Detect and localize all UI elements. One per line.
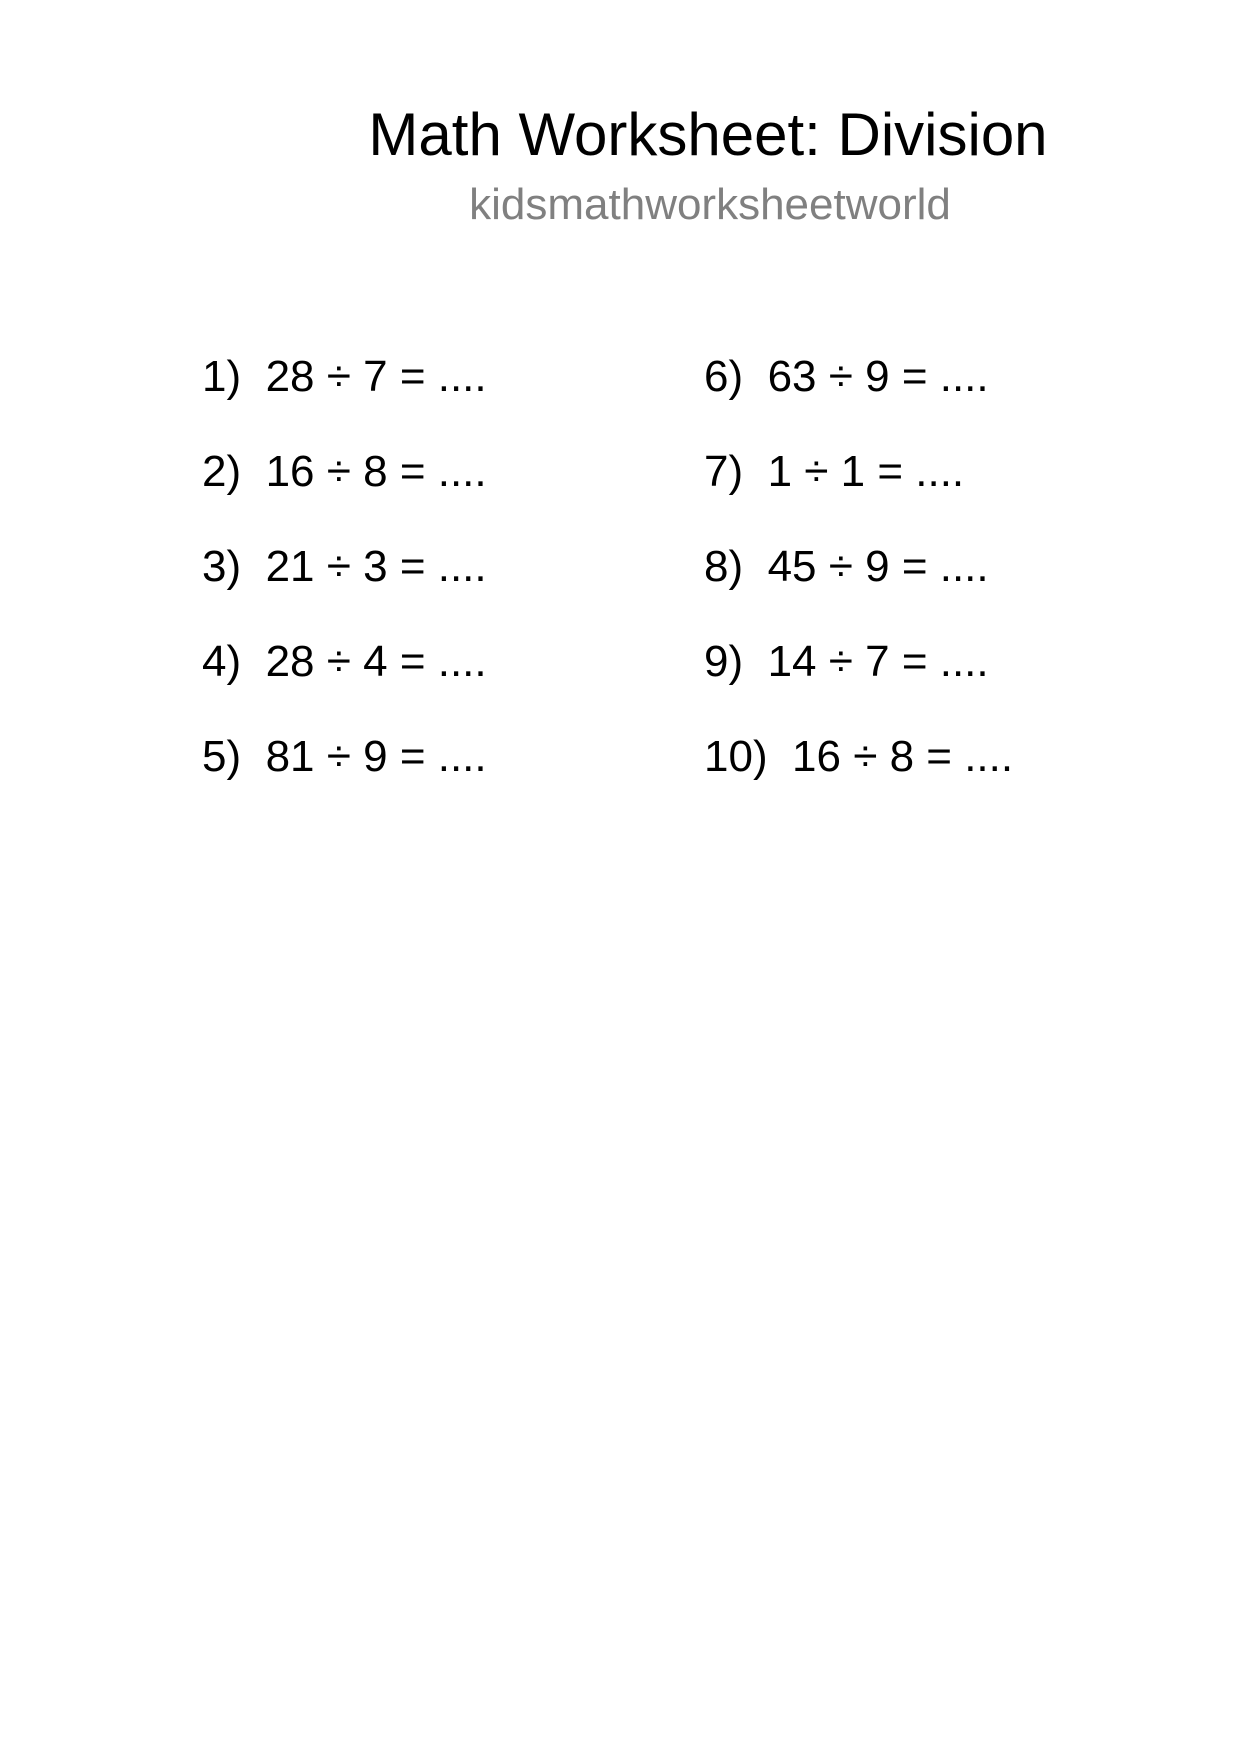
problem-expression: 21 ÷ 3 = .... bbox=[265, 542, 487, 591]
problem-item bbox=[704, 447, 964, 497]
problem-item bbox=[704, 542, 989, 592]
problem-number: 6) bbox=[704, 352, 744, 401]
problem-number: 9) bbox=[704, 637, 744, 686]
problem-number: 1) bbox=[202, 352, 242, 401]
problem-item bbox=[202, 352, 487, 402]
problem-item bbox=[704, 732, 1013, 782]
problem-number: 10) bbox=[704, 732, 768, 781]
problem-item bbox=[704, 352, 989, 402]
problem-expression: 14 ÷ 7 = .... bbox=[767, 637, 989, 686]
problem-number: 7) bbox=[704, 447, 744, 496]
site-name: kidsmathworksheetworld bbox=[469, 180, 951, 229]
problem-expression: 28 ÷ 4 = .... bbox=[265, 637, 487, 686]
problem-item bbox=[202, 447, 487, 497]
problem-number: 2) bbox=[202, 447, 242, 496]
problem-expression: 16 ÷ 8 = .... bbox=[792, 732, 1014, 781]
problem-expression: 1 ÷ 1 = .... bbox=[767, 447, 965, 496]
problem-expression: 81 ÷ 9 = .... bbox=[265, 732, 487, 781]
problem-item bbox=[202, 542, 487, 592]
problem-item bbox=[202, 732, 487, 782]
problem-expression: 16 ÷ 8 = .... bbox=[265, 447, 487, 496]
problem-number: 4) bbox=[202, 637, 242, 686]
problem-number: 5) bbox=[202, 732, 242, 781]
problem-expression: 63 ÷ 9 = .... bbox=[767, 352, 989, 401]
problem-expression: 45 ÷ 9 = .... bbox=[767, 542, 989, 591]
problem-item bbox=[704, 637, 989, 687]
page-title: Math Worksheet: Division bbox=[368, 101, 1048, 168]
problem-item bbox=[202, 637, 487, 687]
problem-number: 3) bbox=[202, 542, 242, 591]
problem-number: 8) bbox=[704, 542, 744, 591]
problem-expression: 28 ÷ 7 = .... bbox=[265, 352, 487, 401]
